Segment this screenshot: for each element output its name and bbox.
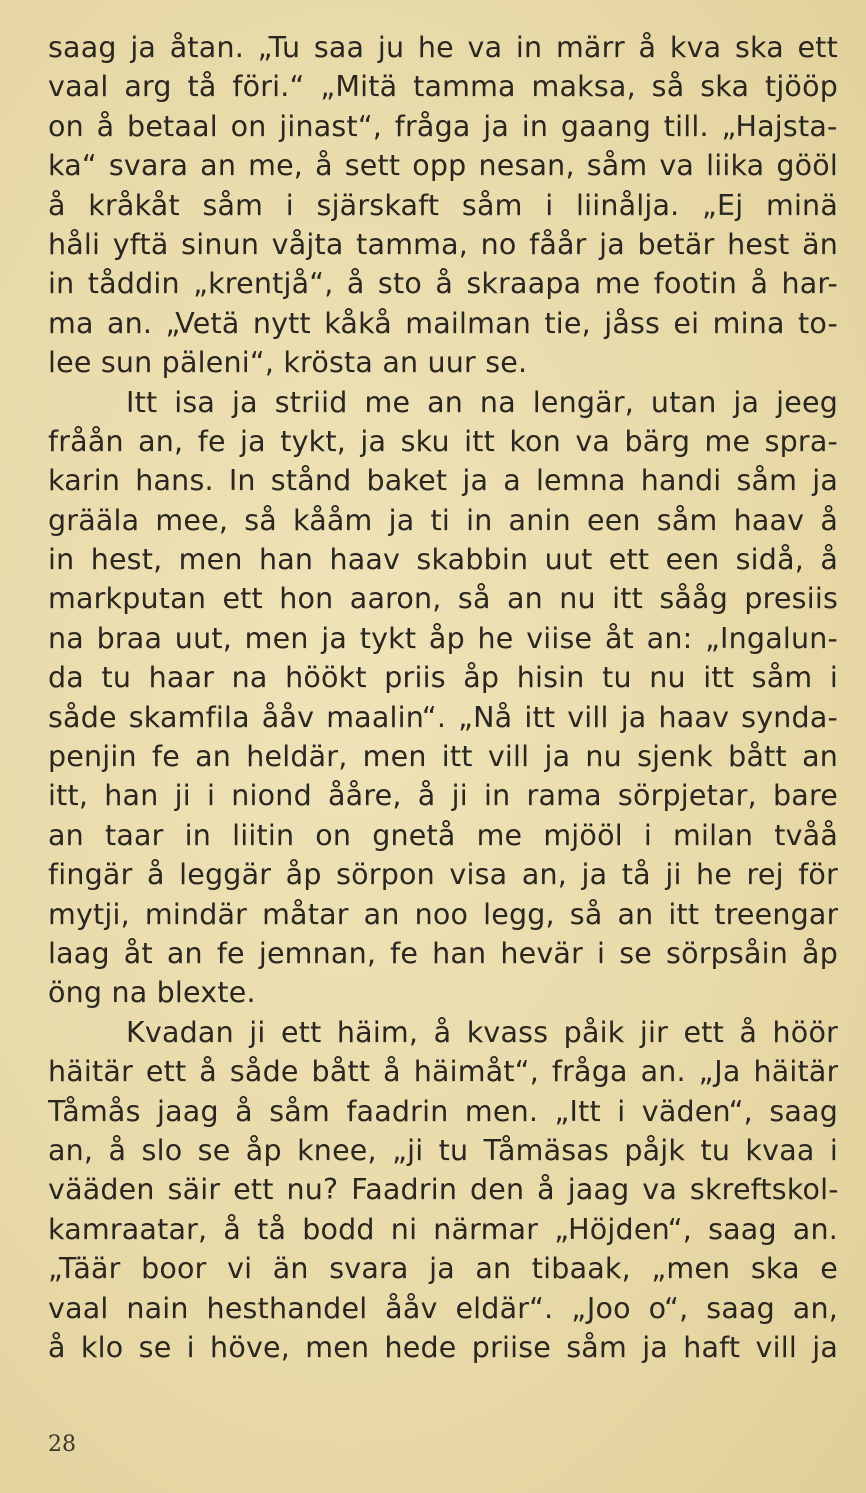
- text-line: fingär å leggär åp sörpon visa an, ja tå ji he rej för: [48, 858, 838, 892]
- text-line: å klo se i höve, men hede priise såm ja haft vill ja: [48, 1330, 838, 1364]
- text-line: lee sun päleni“, krösta an uur se.: [48, 346, 528, 380]
- text-line: häitär ett å såde bått å häimåt“, fråga an. „Ja häitär: [48, 1055, 838, 1089]
- text-line: Kvadan ji ett häim, å kvass påik jir ett å höör: [126, 1015, 838, 1049]
- text-line: in hest, men han haav skabbin uut ett een sidå, å: [48, 543, 838, 577]
- text-line: vaal nain hesthandel ååv eldär“. „Joo o“, saag an,: [48, 1291, 838, 1325]
- text-line: ma an. „Vetä nytt kåkå mailman tie, jåss ei mina to-: [48, 306, 838, 340]
- text-line: kamraatar, å tå bodd ni närmar „Höjden“, saag an.: [48, 1212, 838, 1246]
- text-line: laag åt an fe jemnan, fe han hevär i se sörpsåin åp: [48, 936, 838, 970]
- text-line: fråån an, fe ja tykt, ja sku itt kon va bärg me spra-: [48, 424, 838, 458]
- text-line: grääla mee, så kååm ja ti in anin een såm haav å: [48, 503, 838, 537]
- text-line: an taar in liitin on gnetå me mjööl i milan tvåå: [48, 818, 838, 852]
- text-line: on å betaal on jinast“, fråga ja in gaang till. „Hajsta-: [48, 109, 838, 143]
- text-line: in tåddin „krentjå“, å sto å skraapa me footin å har-: [48, 267, 838, 301]
- text-line: vaal arg tå föri.“ „Mitä tamma maksa, så ska tjööp: [48, 70, 838, 104]
- text-line: an, å slo se åp knee, „ji tu Tåmäsas påjk tu kvaa i: [48, 1133, 838, 1167]
- text-line: håli yftä sinun våjta tamma, no fåår ja betär hest än: [48, 227, 838, 261]
- text-line: karin hans. In stånd baket ja a lemna handi såm ja: [48, 464, 838, 498]
- text-line: „Täär boor vi än svara ja an tibaak, „men ska e: [48, 1252, 838, 1286]
- text-line: Itt isa ja striid me an na lengär, utan ja jeeg: [126, 385, 838, 419]
- text-line: itt, han ji i niond ååre, å ji in rama sörpjetar, bare: [48, 779, 838, 813]
- text-line: vääden säir ett nu? Faadrin den å jaag va skreftskol-: [48, 1173, 838, 1207]
- page-number: 28: [48, 1432, 76, 1457]
- text-line: saag ja åtan. „Tu saa ju he va in märr å kva ska ett: [48, 31, 838, 64]
- text-line: Tåmås jaag å såm faadrin men. „Itt i väden“, saag: [48, 1094, 838, 1128]
- text-line: ka“ svara an me, å sett opp nesan, såm va liika gööl: [48, 149, 838, 183]
- body-text: [48, 28, 838, 1367]
- text-line: å kråkåt såm i sjärskaft såm i liinålja. „Ej minä: [48, 188, 838, 222]
- text-line: na braa uut, men ja tykt åp he viise åt an: „Ingalun-: [48, 621, 838, 655]
- text-line: mytji, mindär måtar an noo legg, så an itt treengar: [48, 897, 838, 931]
- text-line: såde skamfila ååv maalin“. „Nå itt vill ja haav synda-: [48, 700, 838, 734]
- text-line: da tu haar na höökt priis åp hisin tu nu itt såm i: [48, 661, 838, 695]
- text-line: öng na blexte.: [48, 976, 256, 1010]
- text-line: penjin fe an heldär, men itt vill ja nu sjenk bått an: [48, 740, 838, 774]
- text-line: markputan ett hon aaron, så an nu itt sååg presiis: [48, 582, 838, 616]
